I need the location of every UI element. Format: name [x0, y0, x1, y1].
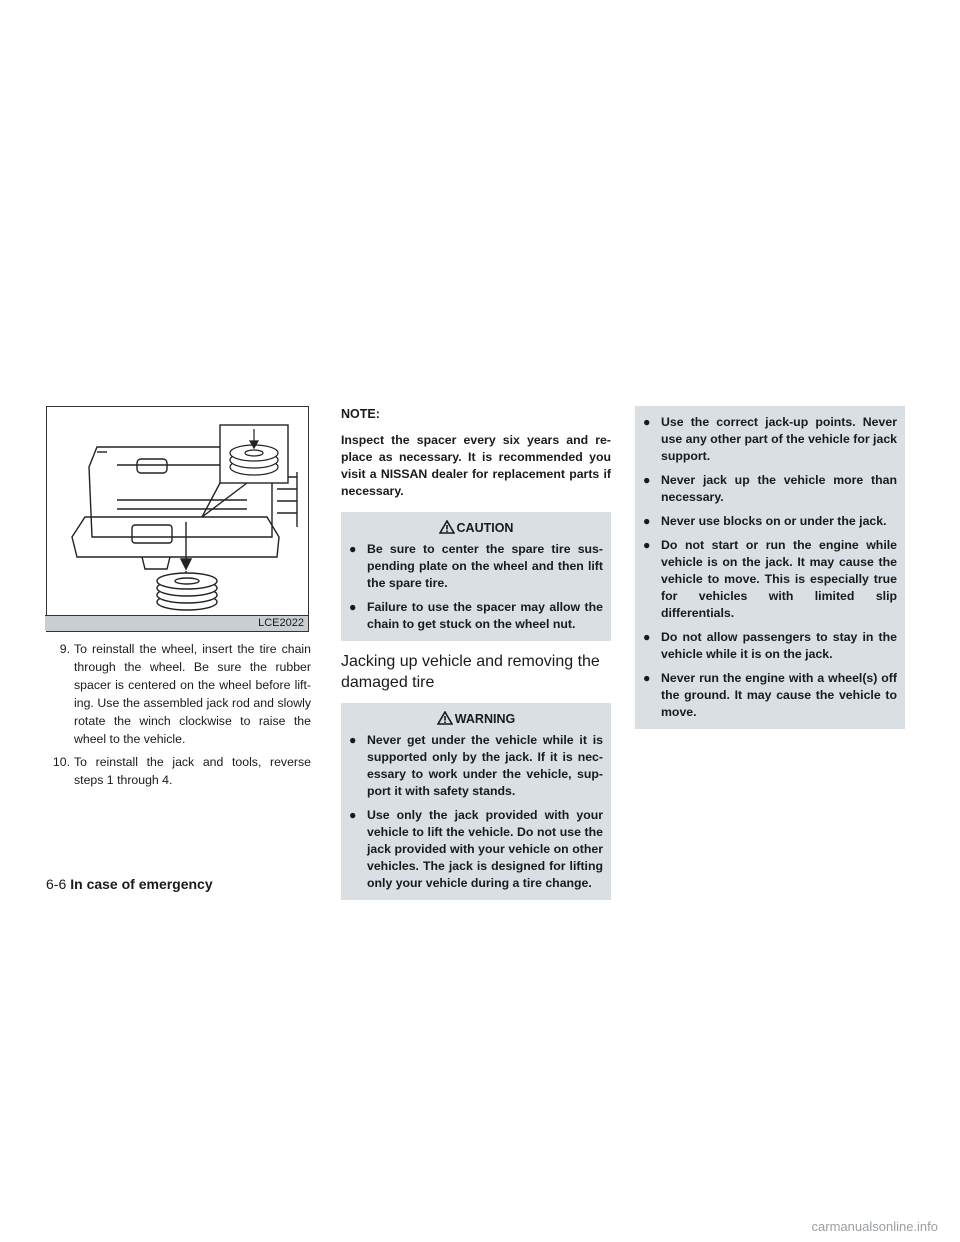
caution-list [349, 541, 603, 633]
bullet: ● [349, 600, 357, 614]
bullet: ● [349, 808, 357, 822]
list-item: ● Use only the jack provided with your vehicle to lift the vehicle. Do not use the jack provided with your vehicle on other vehicles. The jack is designed for lifting only your vehicle during a tire change. [349, 808, 603, 890]
bullet: ● [643, 514, 651, 528]
list-item [46, 753, 311, 789]
page-footer [46, 876, 213, 892]
section-title: Jacking up vehicle and removing the damaged tire [341, 653, 600, 691]
right-column [635, 406, 905, 729]
warning-box-continued [635, 406, 905, 729]
bullet: ● [643, 630, 651, 644]
list-item: ● Be sure to center the spare tire sus-pending plate on the wheel and then lift the spare tire. [349, 542, 603, 590]
caution-box [341, 512, 611, 641]
bullet: ● [643, 538, 651, 552]
note-body: Inspect the spacer every six years and re-place as necessary. It is recommended you visit a NISSAN dealer for replacement parts if necessary. [341, 433, 611, 498]
bullet: ● [643, 473, 651, 487]
left-column [46, 406, 311, 794]
bullet: ● [349, 542, 357, 556]
warning-list-continued [643, 414, 897, 721]
list-item: ● Do not allow passengers to stay in the vehicle while it is on the jack. [643, 630, 897, 661]
warning-triangle-icon [437, 711, 453, 725]
list-item: ● Do not start or run the engine while vehicle is on the jack. It may cause the vehicle to move. This is especially true for vehicles with limited slip differentials. [643, 538, 897, 620]
list-item: ● Use the correct jack-up points. Never use any other part of the vehicle for jack support. [643, 415, 897, 463]
warning-box [341, 703, 611, 900]
warning-title: WARNING [454, 712, 516, 726]
spare-tire-illustration [46, 406, 309, 632]
truck-rear-spare-tire-diagram [47, 407, 308, 615]
warning-list [349, 732, 603, 892]
step-number: 10. [52, 755, 70, 769]
list-item: ● Failure to use the spacer may allow the chain to get stuck on the wheel nut. [349, 600, 603, 631]
reinstall-steps-list [46, 640, 311, 789]
bullet: ● [643, 671, 651, 685]
caution-header [349, 520, 603, 535]
bullet: ● [349, 733, 357, 747]
warning-triangle-icon [439, 520, 455, 534]
list-item: ● Never jack up the vehicle more than necessary. [643, 473, 897, 504]
list-item: ● Never run the engine with a wheel(s) off the ground. It may cause the vehicle to move. [643, 671, 897, 719]
middle-column [341, 406, 611, 900]
note-title: NOTE: [341, 407, 380, 421]
watermark: carmanualsonline.info [811, 1219, 938, 1234]
step-text: To reinstall the wheel, insert the tire chain through the wheel. Be sure the rubber spacer is centered on the wheel before lift-ing. Use the assembled jack rod and slowly rotate the winch clockwise to raise the wheel to the vehicle. [74, 642, 311, 746]
page-number: 6-6 [46, 876, 67, 892]
figure-label: LCE2022 [45, 615, 308, 631]
list-item: ● Never use blocks on or under the jack. [643, 514, 887, 528]
caution-title: CAUTION [456, 521, 514, 535]
step-number: 9. [59, 642, 70, 656]
step-text: To reinstall the jack and tools, reverse steps 1 through 4. [74, 755, 311, 787]
bullet: ● [643, 415, 651, 429]
warning-header [349, 711, 603, 726]
list-item [46, 640, 311, 748]
list-item: ● Never get under the vehicle while it is supported only by the jack. If it is nec-essary to work under the vehicle, sup-port it with safety stands. [349, 733, 603, 798]
footer-section-title: In case of emergency [70, 876, 213, 892]
